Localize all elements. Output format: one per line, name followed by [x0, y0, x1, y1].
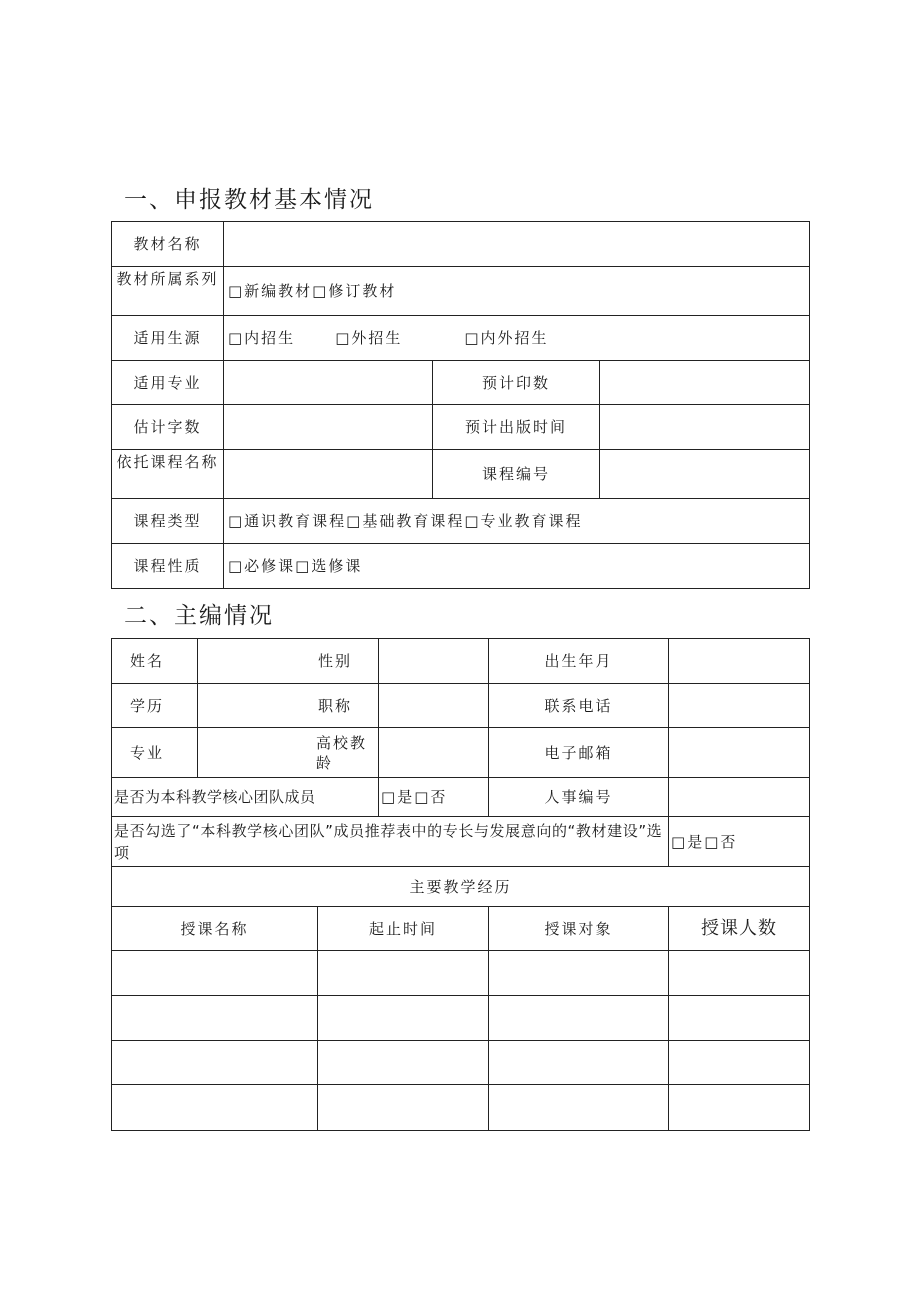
- email-field[interactable]: [669, 728, 810, 778]
- series-options[interactable]: □新编教材□修订教材: [224, 267, 810, 316]
- table-row: [112, 1085, 810, 1131]
- col-course-header: 授课名称: [112, 907, 318, 951]
- checked-options[interactable]: □是□否: [669, 817, 810, 867]
- col-count-header: 授课人数: [669, 907, 810, 951]
- experience-header: 主要教学经历: [112, 867, 810, 907]
- phone-field[interactable]: [669, 684, 810, 728]
- textbook-name-field[interactable]: [224, 222, 810, 267]
- staff-id-field[interactable]: [669, 778, 810, 817]
- print-count-field[interactable]: [600, 361, 810, 405]
- period-cell[interactable]: [318, 1085, 489, 1131]
- checked-question: 是否勾选了“本科教学核心团队”成员推荐表中的专长与发展意向的“教材建设”选项: [112, 817, 669, 867]
- gender-label: 性别: [198, 639, 379, 684]
- editor-info-table: [111, 638, 810, 1131]
- col-target-header: 授课对象: [489, 907, 669, 951]
- target-cell[interactable]: [489, 1085, 669, 1131]
- phone-label: 联系电话: [489, 684, 669, 728]
- table-row: [112, 951, 810, 996]
- course-name-field[interactable]: [224, 450, 433, 499]
- word-count-label: 估计字数: [112, 405, 224, 450]
- course-cell[interactable]: [112, 996, 318, 1041]
- birth-field[interactable]: [669, 639, 810, 684]
- course-cell[interactable]: [112, 1085, 318, 1131]
- period-cell[interactable]: [318, 951, 489, 996]
- pub-time-field[interactable]: [600, 405, 810, 450]
- course-cell[interactable]: [112, 1041, 318, 1085]
- table-row: [112, 996, 810, 1041]
- period-cell[interactable]: [318, 1041, 489, 1085]
- print-count-label: 预计印数: [433, 361, 600, 405]
- course-type-options[interactable]: □通识教育课程□基础教育课程□专业教育课程: [224, 499, 810, 544]
- teaching-years-label: 高校教龄: [198, 728, 379, 778]
- section-2-title: 二、主编情况: [124, 603, 274, 629]
- count-cell[interactable]: [669, 951, 810, 996]
- source-label: 适用生源: [112, 316, 224, 361]
- major-label: 适用专业: [112, 361, 224, 405]
- word-count-field[interactable]: [224, 405, 433, 450]
- course-nature-label: 课程性质: [112, 544, 224, 589]
- pub-time-label: 预计出版时间: [433, 405, 600, 450]
- major-field[interactable]: [224, 361, 433, 405]
- target-cell[interactable]: [489, 996, 669, 1041]
- count-cell[interactable]: [669, 1041, 810, 1085]
- education-label: 学历: [112, 684, 198, 728]
- source-option-external[interactable]: □外招生: [335, 329, 403, 347]
- table-row: [112, 1041, 810, 1085]
- count-cell[interactable]: [669, 1085, 810, 1131]
- core-team-options[interactable]: □是□否: [379, 778, 489, 817]
- course-name-label: 依托课程名称: [112, 450, 224, 499]
- course-type-label: 课程类型: [112, 499, 224, 544]
- course-code-label: 课程编号: [433, 450, 600, 499]
- target-cell[interactable]: [489, 951, 669, 996]
- source-option-both[interactable]: □内外招生: [464, 329, 549, 347]
- title-label: 职称: [198, 684, 379, 728]
- col-period-header: 起止时间: [318, 907, 489, 951]
- email-label: 电子邮箱: [489, 728, 669, 778]
- major-label: 专业: [112, 728, 198, 778]
- target-cell[interactable]: [489, 1041, 669, 1085]
- series-label: 教材所属系列: [112, 267, 224, 316]
- course-code-field[interactable]: [600, 450, 810, 499]
- staff-id-label: 人事编号: [489, 778, 669, 817]
- section-1-title: 一、申报教材基本情况: [124, 187, 374, 213]
- source-option-internal[interactable]: □内招生: [228, 329, 296, 347]
- source-options[interactable]: [224, 316, 810, 361]
- textbook-name-label: 教材名称: [112, 222, 224, 267]
- course-nature-options[interactable]: □必修课□选修课: [224, 544, 810, 589]
- count-cell[interactable]: [669, 996, 810, 1041]
- core-team-question: 是否为本科教学核心团队成员: [112, 778, 379, 817]
- teaching-years-field[interactable]: [379, 728, 489, 778]
- course-cell[interactable]: [112, 951, 318, 996]
- birth-label: 出生年月: [489, 639, 669, 684]
- name-label: 姓名: [112, 639, 198, 684]
- title-field[interactable]: [379, 684, 489, 728]
- basic-info-table: [111, 221, 810, 589]
- period-cell[interactable]: [318, 996, 489, 1041]
- gender-field[interactable]: [379, 639, 489, 684]
